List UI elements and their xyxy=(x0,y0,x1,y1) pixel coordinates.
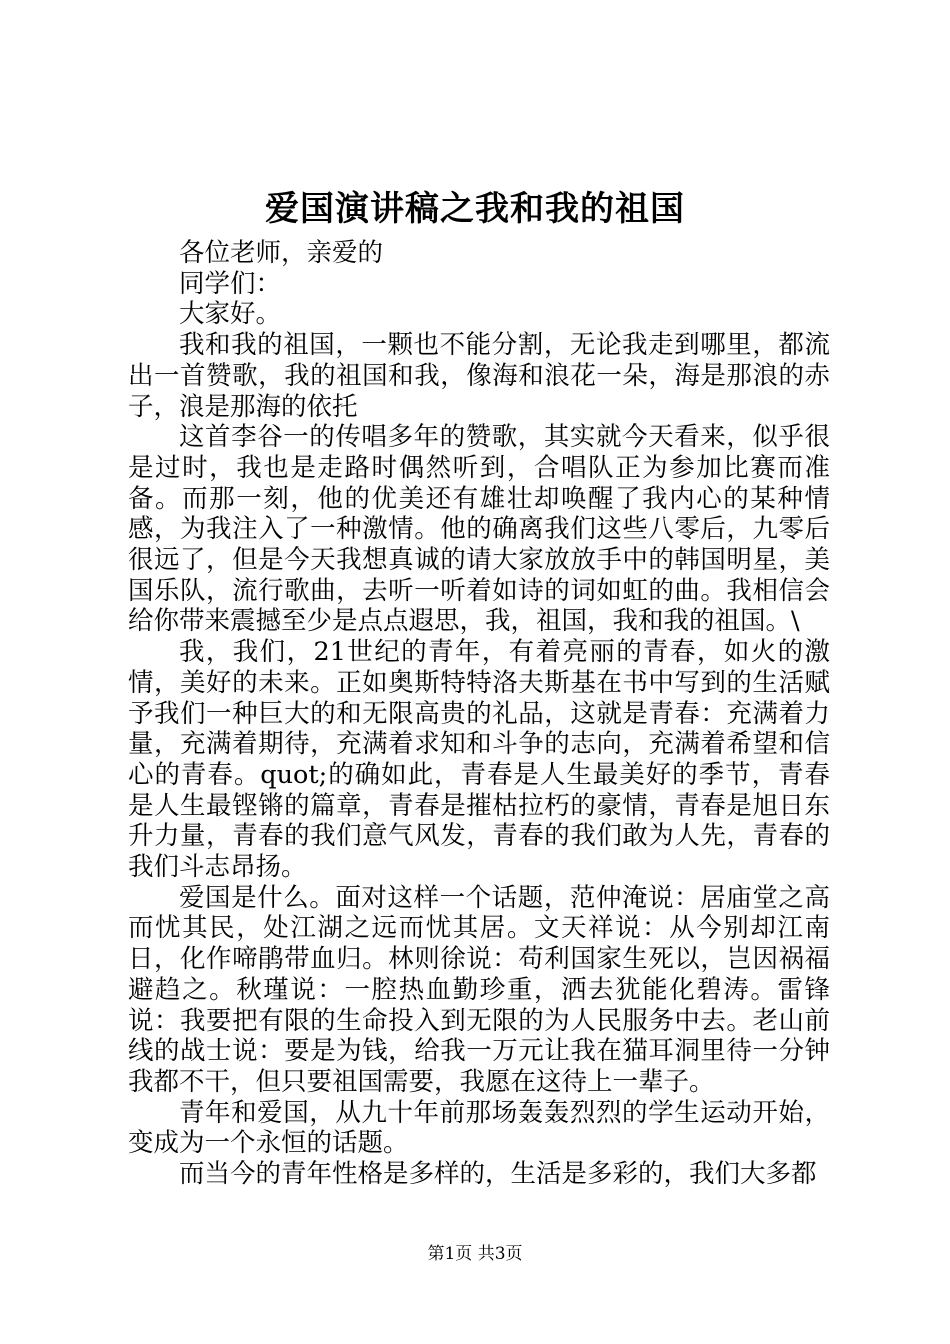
paragraph-greeting: 大家好。 xyxy=(179,299,282,330)
paragraph-lyrics: 我和我的祖国，一颗也不能分割，无论我走到哪里，都流出一首赞歌，我的祖国和我，像海和浪花一朵，海是那浪的赤子，浪是那海的依托 xyxy=(128,330,830,422)
paragraph-youth: 我，我们，21世纪的青年，有着亮丽的青春，如火的激情，美好的未来。正如奥斯特特洛夫斯基在书中写到的生活赋予我们一种巨大的和无限高贵的礼品，这就是青春：充满着力量，充满着期待，充满着求知和斗争的志向，充满着希望和信心的青春。quot;的确如此，青春是人生最美好的季节，青春是人生最铿锵的篇章，青春是摧枯拉朽的豪情，青春是旭日东升力量，青春的我们意气风发，青春的我们敢为人先，青春的我们斗志昂扬。 xyxy=(128,637,830,883)
paragraph-modern-youth: 而当今的青年性格是多样的，生活是多彩的，我们大多都 xyxy=(179,1159,817,1190)
page-number-footer: 第1页 共3页 xyxy=(427,1244,523,1264)
paragraph-salutation: 各位老师，亲爱的 xyxy=(179,238,384,268)
paragraph-song-reflection: 这首李谷一的传唱多年的赞歌，其实就今天看来，似乎很是过时，我也是走路时偶然听到，合唱队正为参加比赛而准备。而那一刻，他的优美还有雄壮却唤醒了我内心的某种情感，为我注入了一种激情。他的确离我们这些八零后，九零后很远了，但是今天我想真诚的请大家放放手中的韩国明星，美国乐队，流行歌曲，去听一听着如诗的词如虹的曲。我相信会给你带来震撼至少是点点遐思，我，祖国，我和我的祖国。\ xyxy=(128,422,830,637)
document-body xyxy=(128,238,830,1190)
paragraph-youth-patriotism: 青年和爱国，从九十年前那场轰轰烈烈的学生运动开始，变成为一个永恒的话题。 xyxy=(128,1097,830,1159)
document-title: 爱国演讲稿之我和我的祖国 xyxy=(265,189,685,229)
paragraph-salutation-cont: 同学们： xyxy=(179,268,282,299)
paragraph-patriotism-quotes: 爱国是什么。面对这样一个话题，范仲淹说：居庙堂之高而忧其民，处江湖之远而忧其居。文天祥说：从今别却江南日，化作啼鹃带血归。林则徐说：苟利国家生死以，岂因祸福避趋之。秋瑾说：一腔热血勤珍重，洒去犹能化碧涛。雷锋说：我要把有限的生命投入到无限的为人民服务中去。老山前线的战士说：要是为钱，给我一万元让我在猫耳洞里待一分钟我都不干，但只要祖国需要，我愿在这待上一辈子。 xyxy=(128,882,830,1097)
